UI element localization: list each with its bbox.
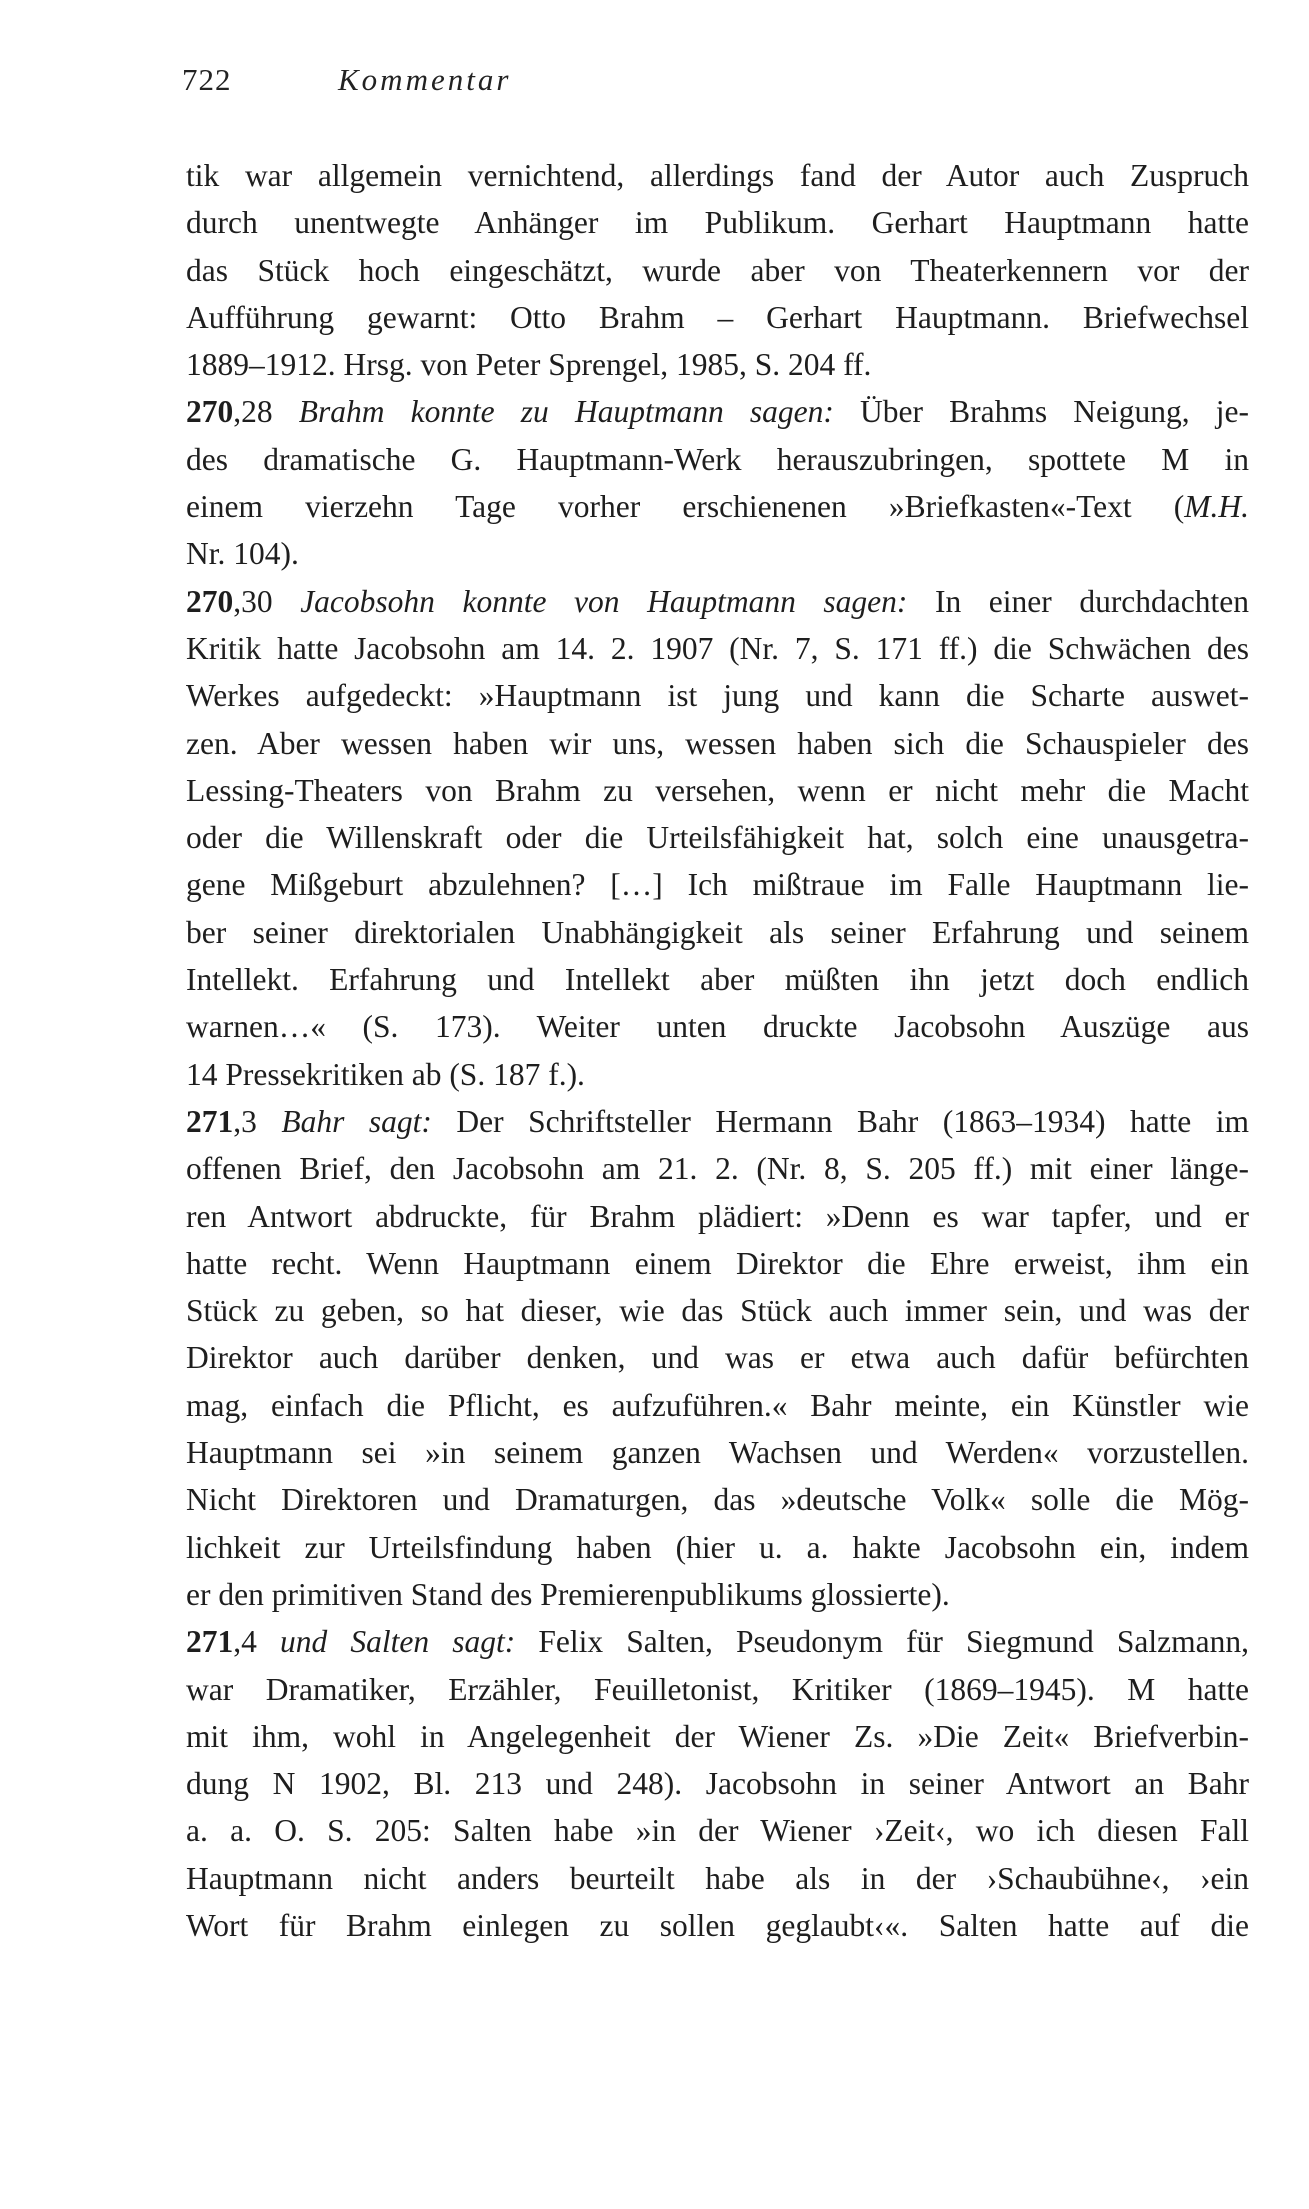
- line-text: Stück zu geben, so hat dieser, wie das Stück auch immer sein, und was der: [186, 1293, 1249, 1329]
- line-text: Hauptmann sei »in seinem ganzen Wachsen und Werden« vorzustellen.: [186, 1435, 1249, 1471]
- line-text: das Stück hoch eingeschätzt, wurde aber von Theaterkennern vor der: [186, 252, 1249, 288]
- line-text: er den primitiven Stand des Premierenpublikums glossierte).: [186, 1576, 950, 1612]
- reference-page: 271: [186, 1624, 234, 1660]
- line-text: Aufführung gewarnt: Otto Brahm – Gerhart Hauptmann. Briefwechsel: [186, 299, 1249, 335]
- reference-line: ,28: [233, 394, 299, 430]
- reference-line: ,3: [233, 1103, 282, 1139]
- line-text: gene Mißgeburt abzulehnen? […] Ich mißtraue im Falle Hauptmann lie-: [186, 867, 1249, 903]
- line-text: 1889–1912. Hrsg. von Peter Sprengel, 1985, S. 204 ff.: [186, 347, 872, 383]
- commentary-body: [186, 152, 1249, 1949]
- text-line: [186, 909, 1249, 956]
- line-text: In einer durchdachten: [907, 583, 1249, 619]
- line-text: Felix Salten, Pseudonym für Siegmund Salzmann,: [515, 1624, 1249, 1660]
- line-text: Über Brahms Neigung, je-: [833, 394, 1249, 430]
- line-text: a. a. O. S. 205: Salten habe »in der Wiener ›Zeit‹, wo ich diesen Fall: [186, 1813, 1249, 1849]
- line-text: hatte recht. Wenn Hauptmann einem Direktor die Ehre erweist, ihm ein: [186, 1245, 1249, 1281]
- text-line: [186, 625, 1249, 672]
- text-line: [186, 1524, 1249, 1571]
- line-text: Der Schriftsteller Hermann Bahr (1863–1934) hatte im: [431, 1103, 1250, 1139]
- commentary-entry-line: [186, 1098, 1249, 1145]
- lemma: und Salten sagt:: [280, 1624, 516, 1660]
- line-text: Werkes aufgedeckt: »Hauptmann ist jung und kann die Scharte auswet-: [186, 678, 1249, 714]
- text-line: [186, 1145, 1249, 1192]
- lemma: Bahr sagt:: [281, 1103, 432, 1139]
- line-text: ber seiner direktorialen Unabhängigkeit als seiner Erfahrung und seinem: [186, 914, 1249, 950]
- reference-line: ,30: [233, 583, 301, 619]
- line-text: Direktor auch darüber denken, und was er etwa auch dafür befürchten: [186, 1340, 1249, 1376]
- text-line: [186, 294, 1249, 341]
- reference-page: 270: [186, 583, 234, 619]
- lemma: Jacobsohn konnte von Hauptmann sagen:: [300, 583, 908, 619]
- text-line: [186, 956, 1249, 1003]
- text-line: [186, 861, 1249, 908]
- line-text: war Dramatiker, Erzähler, Feuilletonist, Kritiker (1869–1945). M hatte: [186, 1671, 1249, 1707]
- text-line: [186, 814, 1249, 861]
- line-text: zen. Aber wessen haben wir uns, wessen haben sich die Schauspieler des: [186, 725, 1249, 761]
- page-number: 722: [182, 62, 232, 97]
- line-text: Hauptmann nicht anders beurteilt habe als in der ›Schaubühne‹, ›ein: [186, 1860, 1249, 1896]
- commentary-entry-line: [186, 1618, 1249, 1665]
- text-line: [186, 767, 1249, 814]
- text-line: [186, 1760, 1249, 1807]
- text-line: [186, 1571, 1249, 1618]
- line-text: einem vierzehn Tage vorher erschienenen »Briefkasten«-Text (: [186, 489, 1185, 525]
- line-text: Intellekt. Erfahrung und Intellekt aber müßten ihn jetzt doch endlich: [186, 962, 1249, 998]
- italic-abbreviation: M.H.: [1184, 489, 1249, 525]
- line-text: Wort für Brahm einlegen zu sollen geglaubt‹«. Salten hatte auf die: [186, 1907, 1249, 1943]
- line-text: 14 Pressekritiken ab (S. 187 f.).: [186, 1056, 585, 1092]
- line-text: ren Antwort abdruckte, für Brahm plädiert: »Denn es war tapfer, und er: [186, 1198, 1249, 1234]
- line-text: oder die Willenskraft oder die Urteilsfähigkeit hat, solch eine unausgetra-: [186, 820, 1249, 856]
- text-line: [186, 1334, 1249, 1381]
- text-line: [186, 1287, 1249, 1334]
- running-title: Kommentar: [338, 62, 512, 97]
- line-text: Kritik hatte Jacobsohn am 14. 2. 1907 (Nr. 7, S. 171 ff.) die Schwächen des: [186, 630, 1249, 666]
- line-text: dung N 1902, Bl. 213 und 248). Jacobsohn in seiner Antwort an Bahr: [186, 1766, 1249, 1802]
- text-line: [186, 1902, 1249, 1949]
- text-line: [186, 1051, 1249, 1098]
- line-text: des dramatische G. Hauptmann-Werk herauszubringen, spottete M in: [186, 441, 1249, 477]
- text-line: [186, 530, 1249, 577]
- text-line: [186, 1476, 1249, 1523]
- line-text: offenen Brief, den Jacobsohn am 21. 2. (Nr. 8, S. 205 ff.) mit einer länge-: [186, 1151, 1249, 1187]
- text-line: [186, 152, 1249, 199]
- text-line: [186, 483, 1249, 530]
- text-line: [186, 1240, 1249, 1287]
- reference-page: 270: [186, 394, 234, 430]
- commentary-entry-line: [186, 388, 1249, 435]
- line-text: mit ihm, wohl in Angelegenheit der Wiener Zs. »Die Zeit« Briefverbin-: [186, 1718, 1249, 1754]
- line-text: lichkeit zur Urteilsfindung haben (hier u. a. hakte Jacobsohn ein, indem: [186, 1529, 1249, 1565]
- line-text: mag, einfach die Pflicht, es aufzuführen.« Bahr meinte, ein Künstler wie: [186, 1387, 1249, 1423]
- text-line: [186, 341, 1249, 388]
- text-line: [186, 1193, 1249, 1240]
- reference-page: 271: [186, 1103, 234, 1139]
- line-text: Lessing-Theaters von Brahm zu versehen, wenn er nicht mehr die Macht: [186, 772, 1249, 808]
- line-text: tik war allgemein vernichtend, allerdings fand der Autor auch Zuspruch: [186, 158, 1249, 193]
- text-line: [186, 1003, 1249, 1050]
- text-line: [186, 1382, 1249, 1429]
- line-text: warnen…« (S. 173). Weiter unten druckte Jacobsohn Auszüge aus: [186, 1009, 1249, 1045]
- text-line: [186, 720, 1249, 767]
- text-line: [186, 1666, 1249, 1713]
- text-line: [186, 1713, 1249, 1760]
- line-text: Nicht Direktoren und Dramaturgen, das »deutsche Volk« solle die Mög-: [186, 1482, 1249, 1518]
- text-line: [186, 672, 1249, 719]
- text-line: [186, 247, 1249, 294]
- line-text: Nr. 104).: [186, 536, 299, 572]
- text-line: [186, 436, 1249, 483]
- reference-line: ,4: [233, 1624, 281, 1660]
- text-line: [186, 1429, 1249, 1476]
- text-line: [186, 1807, 1249, 1854]
- text-line: [186, 1855, 1249, 1902]
- text-line: [186, 199, 1249, 246]
- commentary-entry-line: [186, 578, 1249, 625]
- line-text: durch unentwegte Anhänger im Publikum. Gerhart Hauptmann hatte: [186, 205, 1249, 241]
- lemma: Brahm konnte zu Hauptmann sagen:: [298, 394, 834, 430]
